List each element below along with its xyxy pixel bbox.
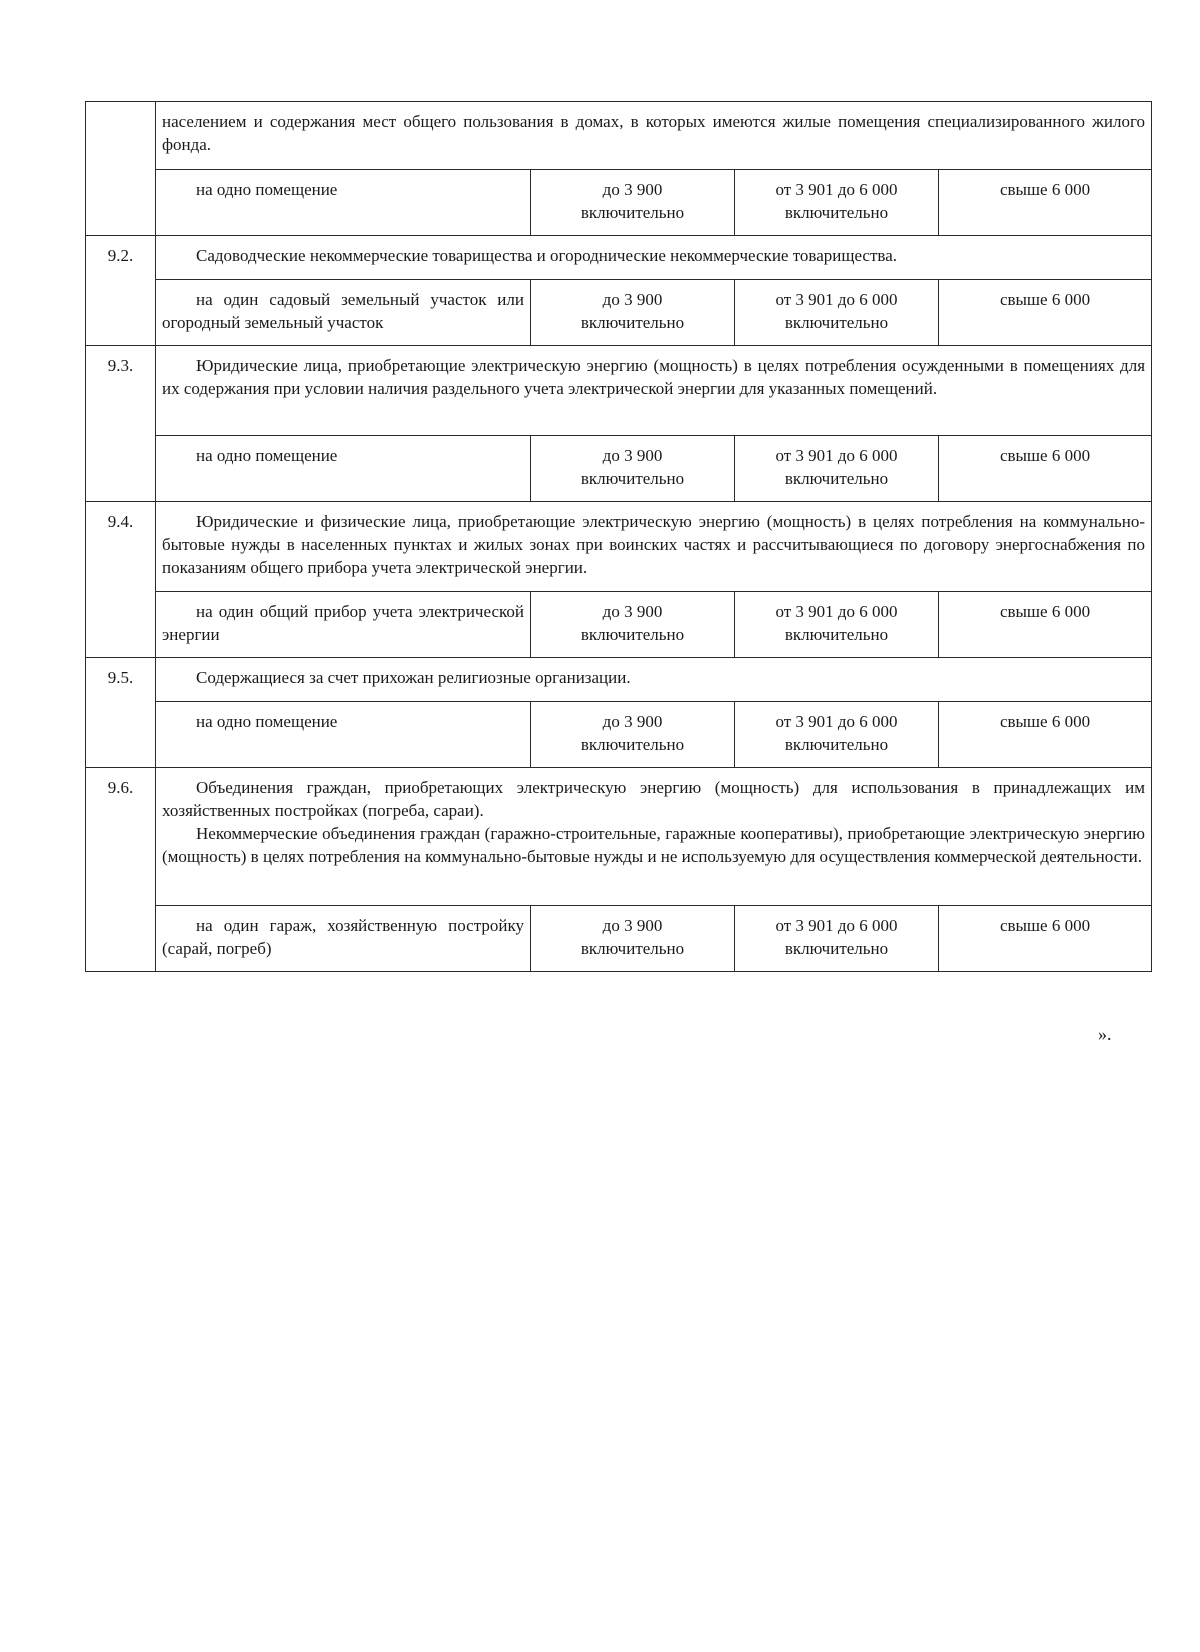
row-number: 9.4. — [86, 502, 156, 658]
table-row — [86, 502, 1152, 592]
row-description: Содержащиеся за счет прихожан религиозные организации. — [156, 658, 1152, 702]
unit-cell: на один общий прибор учета электрической энергии — [156, 592, 531, 658]
row-description-paragraph: Некоммерческие объединения граждан (гаражно-строительные, гаражные кооперативы), приобретающие электрическую энергию (мощность) в целях потребления на коммунально-бытовые нужды и не используемую для осуществления коммерческой деятельности. — [162, 824, 1146, 866]
range-mid-cell: от 3 901 до 6 000 включительно — [735, 702, 939, 768]
range-high-cell: свыше 6 000 — [939, 170, 1152, 236]
row-number — [86, 102, 156, 236]
table-row — [86, 436, 1152, 502]
range-mid-cell: от 3 901 до 6 000 включительно — [735, 592, 939, 658]
range-mid-cell: от 3 901 до 6 000 включительно — [735, 280, 939, 346]
unit-cell: на один садовый земельный участок или огородный земельный участок — [156, 280, 531, 346]
closing-quote: ». — [1098, 1024, 1112, 1044]
unit-cell: на одно помещение — [156, 170, 531, 236]
range-mid-cell: от 3 901 до 6 000 включительно — [735, 170, 939, 236]
range-low-cell: до 3 900 включительно — [531, 436, 735, 502]
table-row — [86, 346, 1152, 436]
table-row — [86, 906, 1152, 972]
row-number: 9.5. — [86, 658, 156, 768]
row-number: 9.2. — [86, 236, 156, 346]
row-description: Садоводческие некоммерческие товарищества и огороднические некоммерческие товарищества. — [156, 236, 1152, 280]
range-low-cell: до 3 900 включительно — [531, 592, 735, 658]
table-row — [86, 592, 1152, 658]
range-mid-cell: от 3 901 до 6 000 включительно — [735, 436, 939, 502]
unit-cell: на одно помещение — [156, 436, 531, 502]
table-row — [86, 170, 1152, 236]
range-low-cell: до 3 900 включительно — [531, 906, 735, 972]
tariff-table — [85, 101, 1152, 972]
table-row — [86, 768, 1152, 906]
range-low-cell: до 3 900 включительно — [531, 170, 735, 236]
table-row — [86, 236, 1152, 280]
row-description-paragraph: Объединения граждан, приобретающих электрическую энергию (мощность) для использования в принадлежащих им хозяйственных постройках (погреба, сараи). — [162, 778, 1146, 820]
range-high-cell: свыше 6 000 — [939, 592, 1152, 658]
range-low-cell: до 3 900 включительно — [531, 702, 735, 768]
table-row — [86, 702, 1152, 768]
range-high-cell: свыше 6 000 — [939, 436, 1152, 502]
range-high-cell: свыше 6 000 — [939, 702, 1152, 768]
range-low-cell: до 3 900 включительно — [531, 280, 735, 346]
unit-cell: на один гараж, хозяйственную постройку (сарай, погреб) — [156, 906, 531, 972]
range-high-cell: свыше 6 000 — [939, 280, 1152, 346]
table-row — [86, 280, 1152, 346]
row-number: 9.6. — [86, 768, 156, 972]
table-row — [86, 102, 1152, 170]
row-description: Юридические лица, приобретающие электрическую энергию (мощность) в целях потребления осужденными в помещениях для их содержания при условии наличия раздельного учета электрической энергии для указанных помещений. — [156, 346, 1152, 436]
row-description: Юридические и физические лица, приобретающие электрическую энергию (мощность) в целях потребления на коммунально-бытовые нужды в населенных пунктах и жилых зонах при воинских частях и рассчитывающиеся по договору энергоснабжения по показаниям общего прибора учета электрической энергии. — [156, 502, 1152, 592]
range-high-cell: свыше 6 000 — [939, 906, 1152, 972]
row-description: населением и содержания мест общего пользования в домах, в которых имеются жилые помещения специализированного жилого фонда. — [156, 102, 1152, 170]
unit-cell: на одно помещение — [156, 702, 531, 768]
row-description — [156, 768, 1152, 906]
row-number: 9.3. — [86, 346, 156, 502]
range-mid-cell: от 3 901 до 6 000 включительно — [735, 906, 939, 972]
table-row — [86, 658, 1152, 702]
